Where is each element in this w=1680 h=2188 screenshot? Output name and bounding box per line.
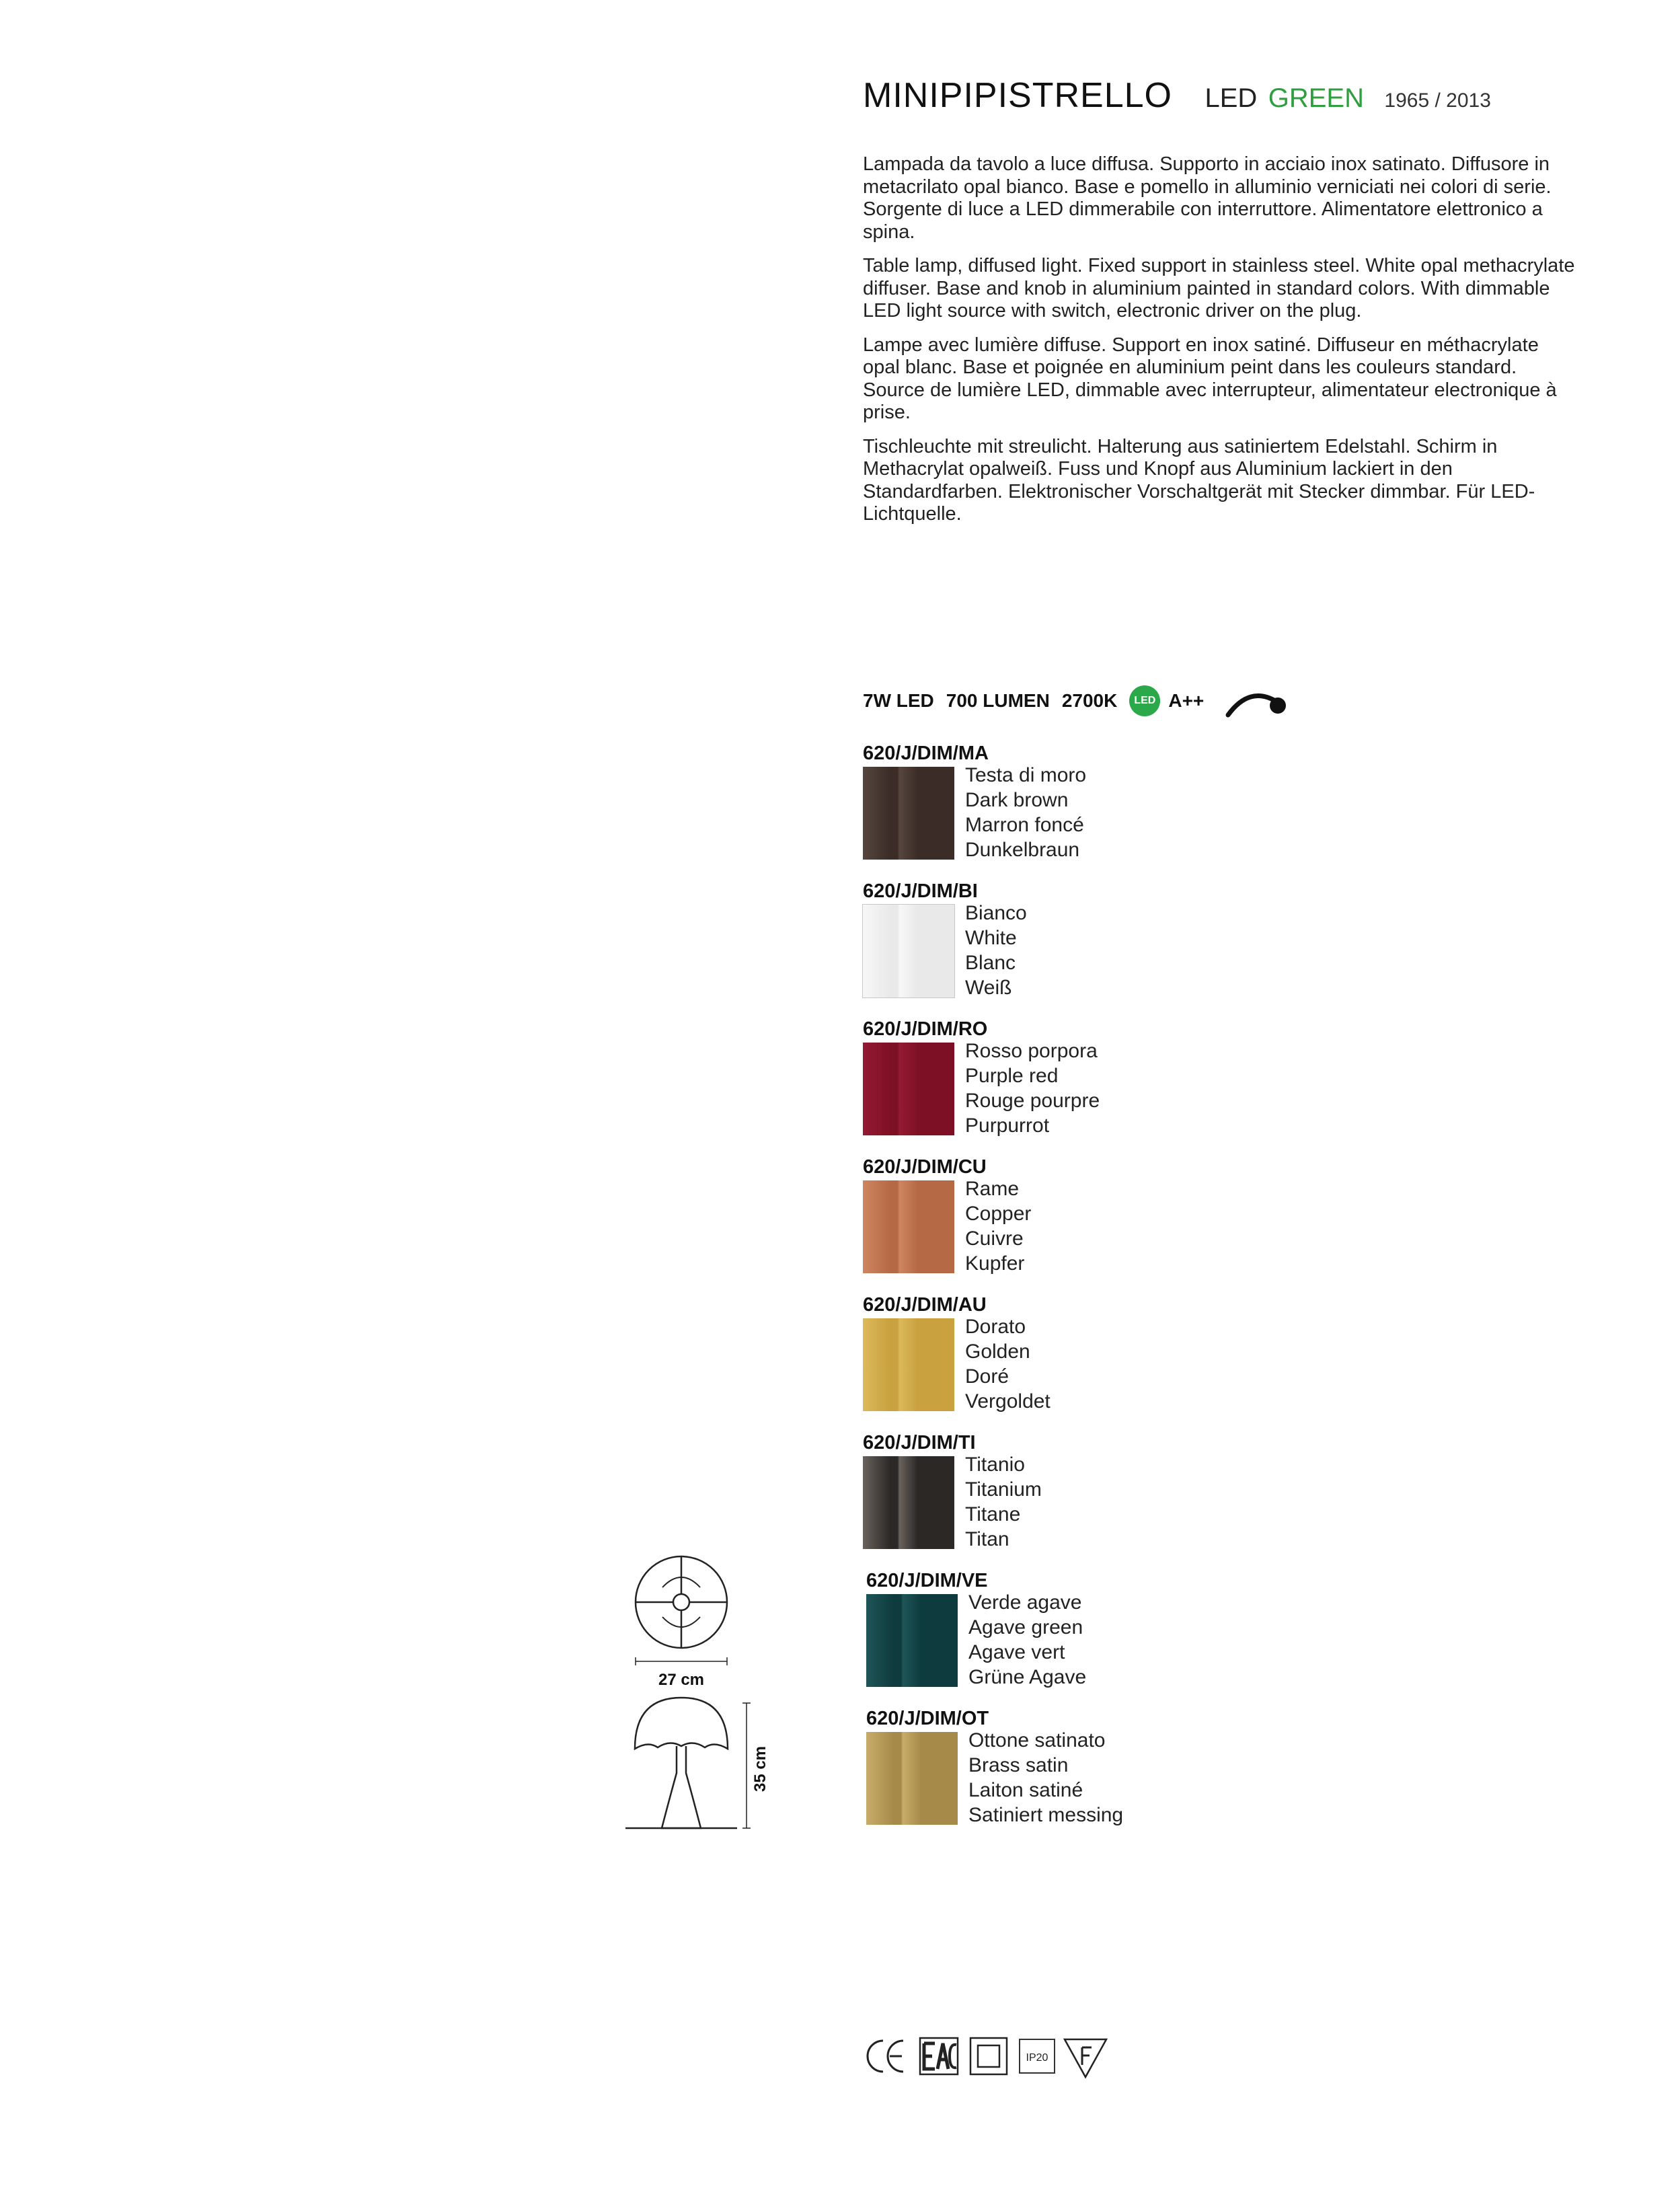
color-name-en: Purple red — [965, 1065, 1059, 1087]
color-name-en: Titanium — [965, 1478, 1042, 1501]
color-swatch — [863, 1456, 954, 1549]
product-title-row — [863, 75, 1491, 122]
color-name-fr: Titane — [965, 1503, 1021, 1525]
variant-code: 620/J/DIM/VE — [866, 1570, 988, 1591]
color-name-en: Dark brown — [965, 789, 1069, 811]
height-dimension-line — [742, 1703, 751, 1828]
color-name-it: Rosso porpora — [965, 1040, 1098, 1062]
color-name-it: Bianco — [965, 902, 1027, 924]
color-swatch — [863, 905, 954, 997]
color-name-fr: Marron foncé — [965, 814, 1084, 836]
color-name-it: Testa di moro — [965, 764, 1087, 786]
variant-code: 620/J/DIM/CU — [863, 1156, 987, 1178]
color-name-it: Ottone satinato — [968, 1729, 1106, 1751]
product-type-label: LED — [1205, 83, 1258, 113]
variant-code: 620/J/DIM/TI — [863, 1432, 976, 1454]
width-label: 27 cm — [658, 1671, 705, 1689]
height-label: 35 cm — [751, 1745, 769, 1793]
color-swatch — [863, 1043, 954, 1135]
color-name-fr: Agave vert — [968, 1641, 1065, 1663]
variant-item — [863, 879, 1266, 1001]
certification-marks — [863, 2033, 1132, 2080]
dimension-drawing — [625, 1547, 773, 1843]
variant-item — [866, 1569, 1270, 1690]
color-name-en: Brass satin — [968, 1754, 1069, 1776]
variant-code: 620/J/DIM/OT — [866, 1708, 989, 1729]
color-name-it: Titanio — [965, 1454, 1025, 1476]
color-name-fr: Rouge pourpre — [965, 1090, 1100, 1112]
description-english: Table lamp, diffused light. Fixed support in stainless steel. White opal methacrylate diffuser. Base and knob in aluminium painted in standard colors. With dimmable LED light source with switch, electronic driver on the plug. — [863, 255, 1575, 322]
description-italian: Lampada da tavolo a luce diffusa. Supporto in acciaio inox satinato. Diffusore in metacrilato opal bianco. Base e pomello in alluminio verniciati nei colori di serie. Sorgente di luce a LED dimmerabile con interruttore. Alimentatore elettronico a spina. — [863, 153, 1552, 243]
description-german: Tischleuchte mit streulicht. Halterung aus satiniertem Edelstahl. Schirm in Methacrylat opalweiß. Fuss und Knopf aus Aluminium lackiert in den Standardfarben. Elektronischer Vorschaltgerät mit Stecker dimmbar. Für LED-Lichtquelle. — [863, 435, 1535, 525]
color-name-en: Golden — [965, 1341, 1030, 1363]
color-swatch — [863, 767, 954, 860]
variant-code: 620/J/DIM/BI — [863, 880, 978, 902]
color-swatch — [863, 1318, 954, 1411]
color-name-en: Copper — [965, 1203, 1032, 1225]
green-label: GREEN — [1268, 83, 1364, 113]
variant-item — [866, 1706, 1270, 1828]
f-mark-icon — [1065, 2039, 1106, 2077]
color-name-de: Titan — [965, 1528, 1009, 1550]
led-badge-icon: LED — [1129, 685, 1160, 716]
variant-item — [863, 1293, 1266, 1414]
product-years: 1965 / 2013 — [1384, 89, 1491, 112]
color-swatch — [866, 1732, 958, 1825]
color-swatch — [863, 1180, 954, 1273]
color-name-fr: Doré — [965, 1365, 1009, 1388]
color-name-it: Dorato — [965, 1316, 1026, 1338]
specs-row — [863, 681, 1290, 721]
color-name-it: Rame — [965, 1178, 1020, 1200]
description-french: Lampe avec lumière diffuse. Support en inox satiné. Diffuseur en méthacrylate opal blanc. Base et poignée en aluminium peint dans les couleurs standard. Source de lumière LED, dimmable avec interrupteur, alimentateur electronique à prise. — [863, 334, 1557, 423]
color-name-en: White — [965, 927, 1017, 949]
color-name-de: Satiniert messing — [968, 1804, 1124, 1826]
variant-code: 620/J/DIM/RO — [863, 1018, 988, 1040]
ip20-icon — [1020, 2039, 1055, 2073]
variant-code: 620/J/DIM/AU — [863, 1294, 987, 1316]
spec-power: 7W LED — [863, 690, 934, 711]
color-name-de: Vergoldet — [965, 1390, 1051, 1412]
lamp-side-view-icon — [625, 1698, 737, 1828]
variant-item — [863, 1155, 1266, 1277]
spec-color-temperature: 2700K — [1061, 690, 1118, 711]
color-name-de: Purpurrot — [965, 1115, 1050, 1137]
color-name-en: Agave green — [968, 1616, 1083, 1638]
variant-code: 620/J/DIM/MA — [863, 743, 989, 764]
color-name-de: Weiß — [965, 977, 1012, 999]
lamp-top-view-icon — [636, 1556, 727, 1648]
color-name-de: Dunkelbraun — [965, 839, 1080, 861]
eac-mark-icon — [920, 2038, 958, 2074]
color-name-it: Verde agave — [968, 1591, 1082, 1614]
energy-class: A++ — [1168, 690, 1205, 711]
product-descriptions — [863, 153, 1576, 537]
dimmer-arc-icon — [1223, 681, 1290, 720]
color-name-de: Grüne Agave — [968, 1666, 1087, 1688]
color-name-fr: Laiton satiné — [968, 1779, 1083, 1801]
class-ii-icon — [970, 2038, 1007, 2074]
color-name-fr: Cuivre — [965, 1228, 1024, 1250]
color-name-de: Kupfer — [965, 1252, 1025, 1275]
svg-text:IP20: IP20 — [1026, 2052, 1048, 2064]
variant-item — [863, 1431, 1266, 1552]
color-name-fr: Blanc — [965, 952, 1016, 974]
variant-item — [863, 741, 1266, 863]
width-dimension-line — [636, 1657, 727, 1665]
variant-item — [863, 1017, 1266, 1139]
ce-mark-icon — [863, 2033, 903, 2072]
color-swatch — [866, 1594, 958, 1687]
spec-lumen: 700 LUMEN — [946, 690, 1050, 711]
product-name: MINIPIPISTRELLO — [863, 76, 1172, 115]
